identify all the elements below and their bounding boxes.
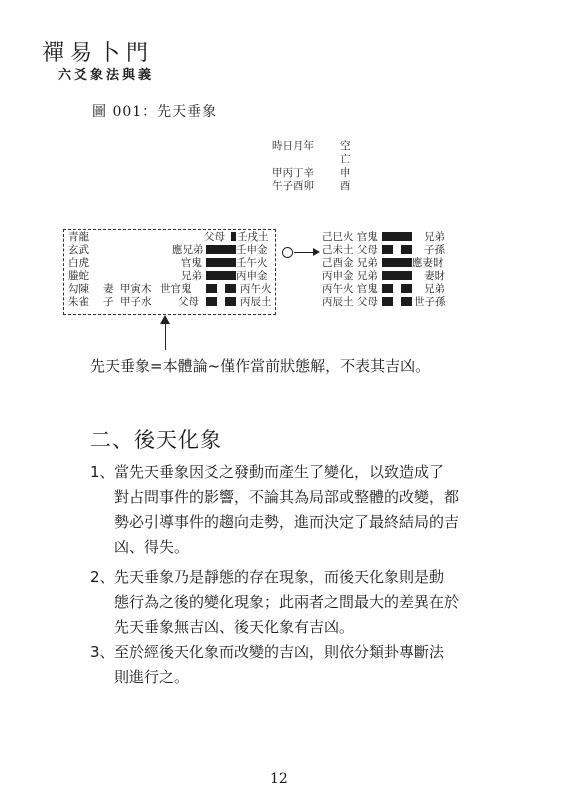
yin-line-bar bbox=[382, 297, 393, 306]
yao-line bbox=[206, 283, 236, 296]
yao-line bbox=[382, 257, 412, 270]
up-arrow-icon bbox=[165, 323, 166, 350]
line-left-label: 丙辰土 父母 bbox=[322, 296, 378, 308]
yin-line-bar bbox=[206, 284, 217, 293]
paragraph-line: 對占問事件的影響，不論其為局部或整體的改變，都 bbox=[114, 488, 460, 506]
yao-line bbox=[382, 283, 412, 296]
figure-note: 先天垂象=本體論~僅作當前狀態解，不表其吉凶。 bbox=[90, 357, 431, 375]
paragraph-line: 當先天垂象因爻之發動而產生了變化，以致造成了 bbox=[114, 463, 445, 481]
paragraph-line: 先天垂象無吉凶、後天化象有吉凶。 bbox=[114, 618, 355, 636]
yao-line bbox=[206, 257, 236, 270]
branch-label: 壬戌土 bbox=[237, 231, 269, 243]
relation-label: 官鬼 bbox=[181, 257, 202, 269]
stems-row: 甲丙丁辛 bbox=[272, 167, 314, 179]
line-left-label: 己巳火 官鬼 bbox=[322, 231, 378, 243]
branch-label: 丙午火 bbox=[240, 283, 272, 295]
list-item bbox=[90, 640, 490, 690]
yang-line-bar bbox=[382, 258, 412, 267]
yin-line-bar bbox=[225, 284, 236, 293]
line-left-label: 丙午火 官鬼 bbox=[322, 283, 378, 295]
branch-label: 壬申金 bbox=[236, 244, 268, 256]
yang-line-bar bbox=[206, 258, 236, 267]
relation-label: 父母 bbox=[204, 231, 225, 243]
paragraph-line: 則進行之。 bbox=[114, 668, 190, 686]
chapter-subtitle: 六爻象法與義 bbox=[58, 68, 155, 83]
yao-line bbox=[206, 270, 236, 283]
spirit-label: 玄武 bbox=[68, 244, 89, 256]
yang-line-bar bbox=[206, 245, 236, 254]
yin-line-bar bbox=[382, 245, 393, 254]
paragraph-line: 凶、得失。 bbox=[114, 538, 190, 556]
void-branch-2: 酉 bbox=[340, 180, 351, 192]
yin-line-bar bbox=[401, 245, 412, 254]
time-labels: 時日月年 bbox=[272, 140, 314, 152]
figure-caption: 圖 001：先天垂象 bbox=[92, 104, 218, 120]
spirit-label: 朱雀 bbox=[68, 296, 89, 308]
line-right-label: 兄弟 bbox=[424, 231, 445, 243]
relation-label: 世官鬼 bbox=[160, 283, 192, 295]
yang-line-bar bbox=[206, 271, 236, 280]
spirit-label: 螣蛇 bbox=[68, 270, 89, 282]
spirit-label: 白虎 bbox=[68, 257, 89, 269]
branches-row: 午子酉卯 bbox=[272, 180, 314, 192]
line-right-label: 應妻財 bbox=[412, 257, 444, 269]
line-right-label: 兄弟 bbox=[424, 283, 445, 295]
void-label: 空 bbox=[340, 140, 351, 152]
paragraph-line: 態行為之後的變化現象；此兩者之間最大的差異在於 bbox=[114, 593, 460, 611]
line-right-label: 子孫 bbox=[424, 244, 445, 256]
branch-label: 壬午火 bbox=[236, 257, 268, 269]
yao-line bbox=[382, 270, 412, 283]
yang-line-bar bbox=[382, 271, 412, 280]
relation-label: 父母 bbox=[178, 296, 199, 308]
relation-label: 應兄弟 bbox=[172, 244, 204, 256]
list-item-number: 2、 bbox=[90, 568, 115, 586]
hidden-relation-label: 子 bbox=[103, 296, 114, 308]
list-item bbox=[90, 565, 490, 640]
line-right-label: 世子孫 bbox=[414, 296, 446, 308]
line-left-label: 丙申金 兄弟 bbox=[322, 270, 378, 282]
yao-line bbox=[206, 244, 236, 257]
paragraph-line: 先天垂象乃是靜態的存在現象，而後天化象則是動 bbox=[114, 568, 445, 586]
section-heading: 二、後天化象 bbox=[90, 428, 222, 452]
yin-line-bar bbox=[225, 297, 236, 306]
list-item-number: 3、 bbox=[90, 643, 115, 661]
line-left-label: 己未土 父母 bbox=[322, 244, 378, 256]
yin-line-bar bbox=[401, 297, 412, 306]
yin-line-bar bbox=[206, 297, 217, 306]
void-label-2: 亡 bbox=[340, 153, 351, 165]
yao-line bbox=[382, 296, 412, 309]
line-left-label: 己酉金 兄弟 bbox=[322, 257, 378, 269]
moving-line-circle-icon bbox=[282, 247, 293, 258]
yao-line bbox=[206, 296, 236, 309]
relation-label: 兄弟 bbox=[181, 270, 202, 282]
spirit-label: 勾陳 bbox=[68, 283, 89, 295]
page-number: 12 bbox=[270, 771, 288, 787]
hidden-branch-label: 甲寅木 bbox=[120, 283, 152, 295]
list-item-number: 1、 bbox=[90, 463, 115, 481]
hidden-relation-label: 妻 bbox=[103, 283, 114, 295]
line-right-label: 妻財 bbox=[424, 270, 445, 282]
paragraph-line: 勢必引導事件的趨向走勢，進而決定了最終結局的吉 bbox=[114, 513, 460, 531]
book-title: 禪易卜門 bbox=[42, 41, 155, 66]
yao-line bbox=[382, 244, 412, 257]
paragraph-line: 至於經後天化象而改變的吉凶，則依分類卦專斷法 bbox=[114, 643, 445, 661]
yin-line-bar bbox=[382, 284, 393, 293]
right-arrow-head-icon bbox=[313, 248, 320, 256]
branch-label: 丙辰土 bbox=[240, 296, 272, 308]
yang-line-bar bbox=[382, 232, 412, 241]
yin-line-bar bbox=[401, 284, 412, 293]
hidden-branch-label: 甲子水 bbox=[120, 296, 152, 308]
branch-label: 丙申金 bbox=[236, 270, 268, 282]
spirit-label: 青龍 bbox=[68, 231, 89, 243]
yao-line bbox=[382, 231, 412, 244]
list-item bbox=[90, 460, 490, 560]
void-branch-1: 申 bbox=[340, 167, 351, 179]
